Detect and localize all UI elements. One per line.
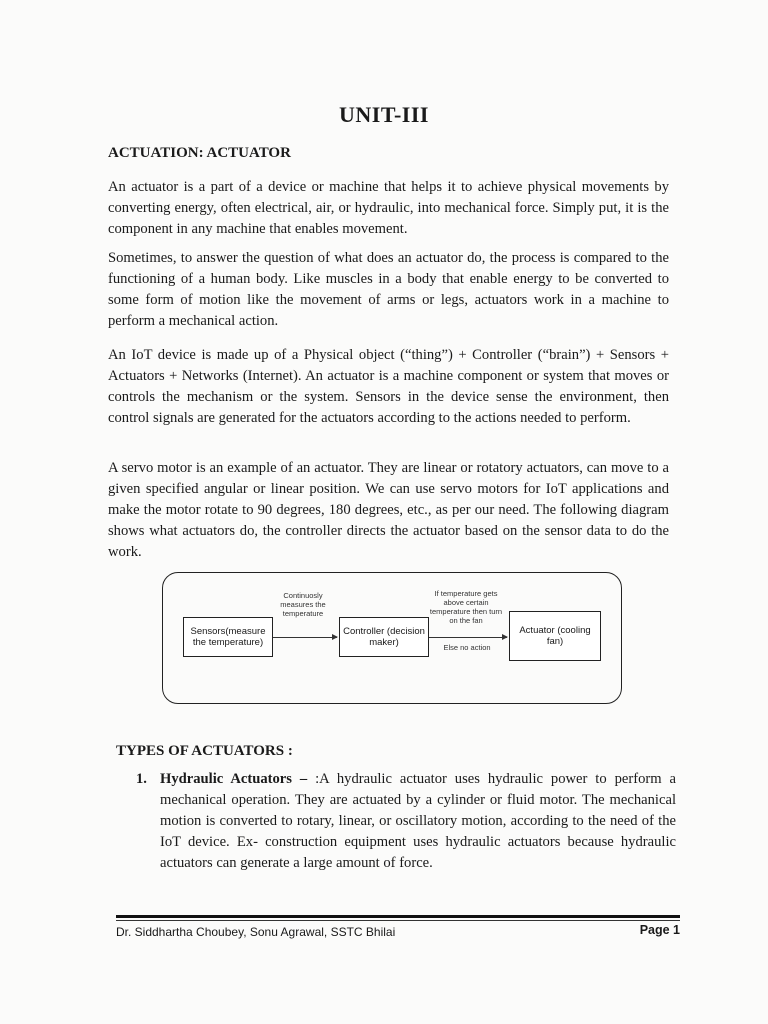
arrow-sensor-to-controller	[273, 637, 337, 638]
paragraph-human-body-analogy: Sometimes, to answer the question of what does an actuator do, the process is compared to the functioning of a human body. Like muscles in a body that enable energy to be converted to some form of motion like the movement of arms or legs, actuators work in a machine to perform a mechanical action.	[108, 250, 669, 329]
list-item-text: :A hydraulic actuator uses hydraulic power to perform a mechanical operation. They are actuated by a cylinder or fluid motor. The mechanical motion is converted to rotary, linear, or oscillatory motion, according to the need of the IoT device. Ex- construction equipment uses hydraulic actuators because hydraulic actuators can generate a large amount of force.	[160, 771, 676, 871]
actuator-box: Actuator (cooling fan)	[509, 611, 601, 661]
list-item	[136, 769, 676, 874]
list-item-number: 1.	[136, 771, 147, 787]
note-if-temperature: If temperature gets above certain temperature then turn on the fan	[429, 589, 503, 625]
types-heading: TYPES OF ACTUATORS :	[116, 743, 293, 759]
sensor-box: Sensors(measure the temperature)	[183, 617, 273, 657]
controller-box: Controller (decision maker)	[339, 617, 429, 657]
arrow-controller-to-actuator	[429, 637, 507, 638]
footer-divider	[116, 915, 680, 918]
list-item-body	[160, 769, 676, 874]
note-else-no-action: Else no action	[443, 643, 491, 652]
list-item-label: Hydraulic Actuators –	[160, 771, 308, 787]
paragraph-servo-motor: A servo motor is an example of an actuator. They are linear or rotatory actuators, can move to a given specified angular or linear position. We can use servo motors for IoT applications and make the motor rotate to 90 degrees, 180 degrees, etc., as per our need. The following diagram shows what actuators do, the controller directs the actuator based on the sensor data to do the work.	[108, 460, 669, 560]
note-continuous-measure: Continuosly measures the temperature	[280, 591, 326, 618]
paragraph-iot-device: An IoT device is made up of a Physical object (“thing”) + Controller (“brain”) + Sensors + Actuators + Networks (Internet). An actuator is a machine component or system that moves or controls the mechanism or the system. Sensors in the device sense the environment, then control signals are generated for the actuators according to the actions needed to perform.	[108, 347, 669, 426]
footer-authors: Dr. Siddhartha Choubey, Sonu Agrawal, SSTC Bhilai	[116, 925, 396, 939]
section-heading: ACTUATION: ACTUATOR	[108, 145, 291, 161]
paragraph-actuator-definition: An actuator is a part of a device or machine that helps it to achieve physical movements by converting energy, often electrical, air, or hydraulic, into mechanical force. Simply put, it is the component in any machine that enables movement.	[108, 179, 669, 237]
footer-divider-thin	[116, 920, 680, 921]
page-title: UNIT-III	[338, 102, 429, 127]
actuator-flow-diagram	[162, 572, 622, 704]
page-number: Page 1	[639, 923, 680, 937]
